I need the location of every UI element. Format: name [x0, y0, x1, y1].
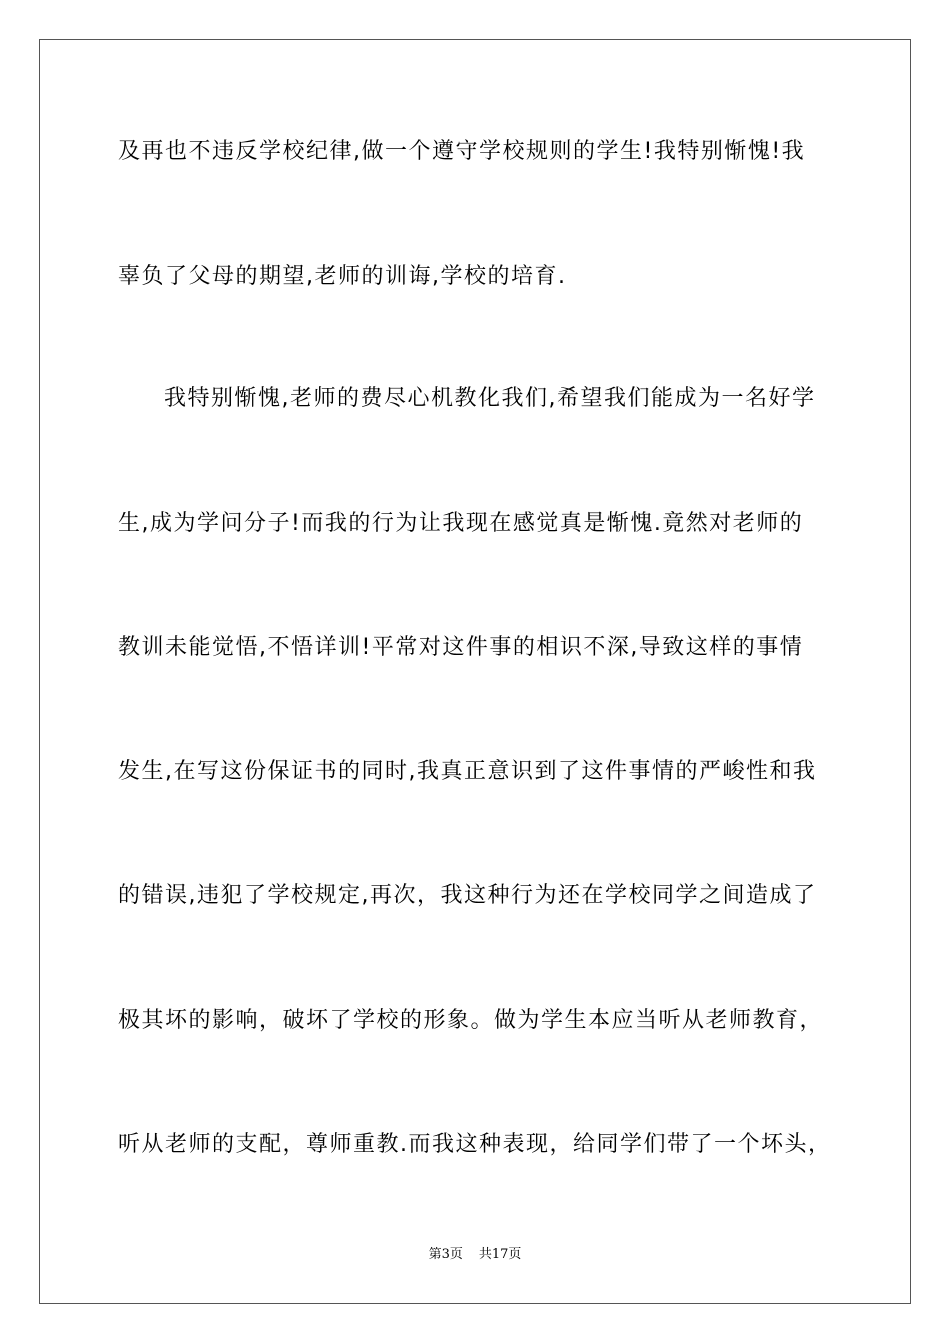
page-border — [39, 39, 911, 1304]
body-text-line: 极其坏的影响，破坏了学校的形象。做为学生本应当听从老师教育， — [118, 1008, 824, 1033]
body-text-line: 教训未能觉悟,不悟详训!平常对这件事的相识不深,导致这样的事情 — [118, 635, 804, 660]
body-text-line: 及再也不违反学校纪律,做一个遵守学校规则的学生!我特别惭愧!我 — [118, 139, 806, 164]
body-text-line: 我特别惭愧,老师的费尽心机教化我们,希望我们能成为一名好学 — [164, 386, 816, 411]
page-total: 共17页 — [478, 1247, 522, 1262]
body-text-line: 发生,在写这份保证书的同时,我真正意识到了这件事情的严峻性和我 — [118, 759, 817, 784]
body-text-line: 生,成为学问分子!而我的行为让我现在感觉真是惭愧.竟然对老师的 — [118, 511, 804, 536]
page-number: 第3页 — [428, 1247, 463, 1262]
body-text-line: 辜负了父母的期望,老师的训诲,学校的培育. — [118, 264, 567, 289]
body-text-line: 听从老师的支配，尊师重教.而我这种表现，给同学们带了一个坏头， — [118, 1132, 832, 1157]
page-footer — [0, 1246, 950, 1264]
body-text-line: 的错误,违犯了学校规定,再次，我这种行为还在学校同学之间造成了 — [118, 883, 817, 908]
